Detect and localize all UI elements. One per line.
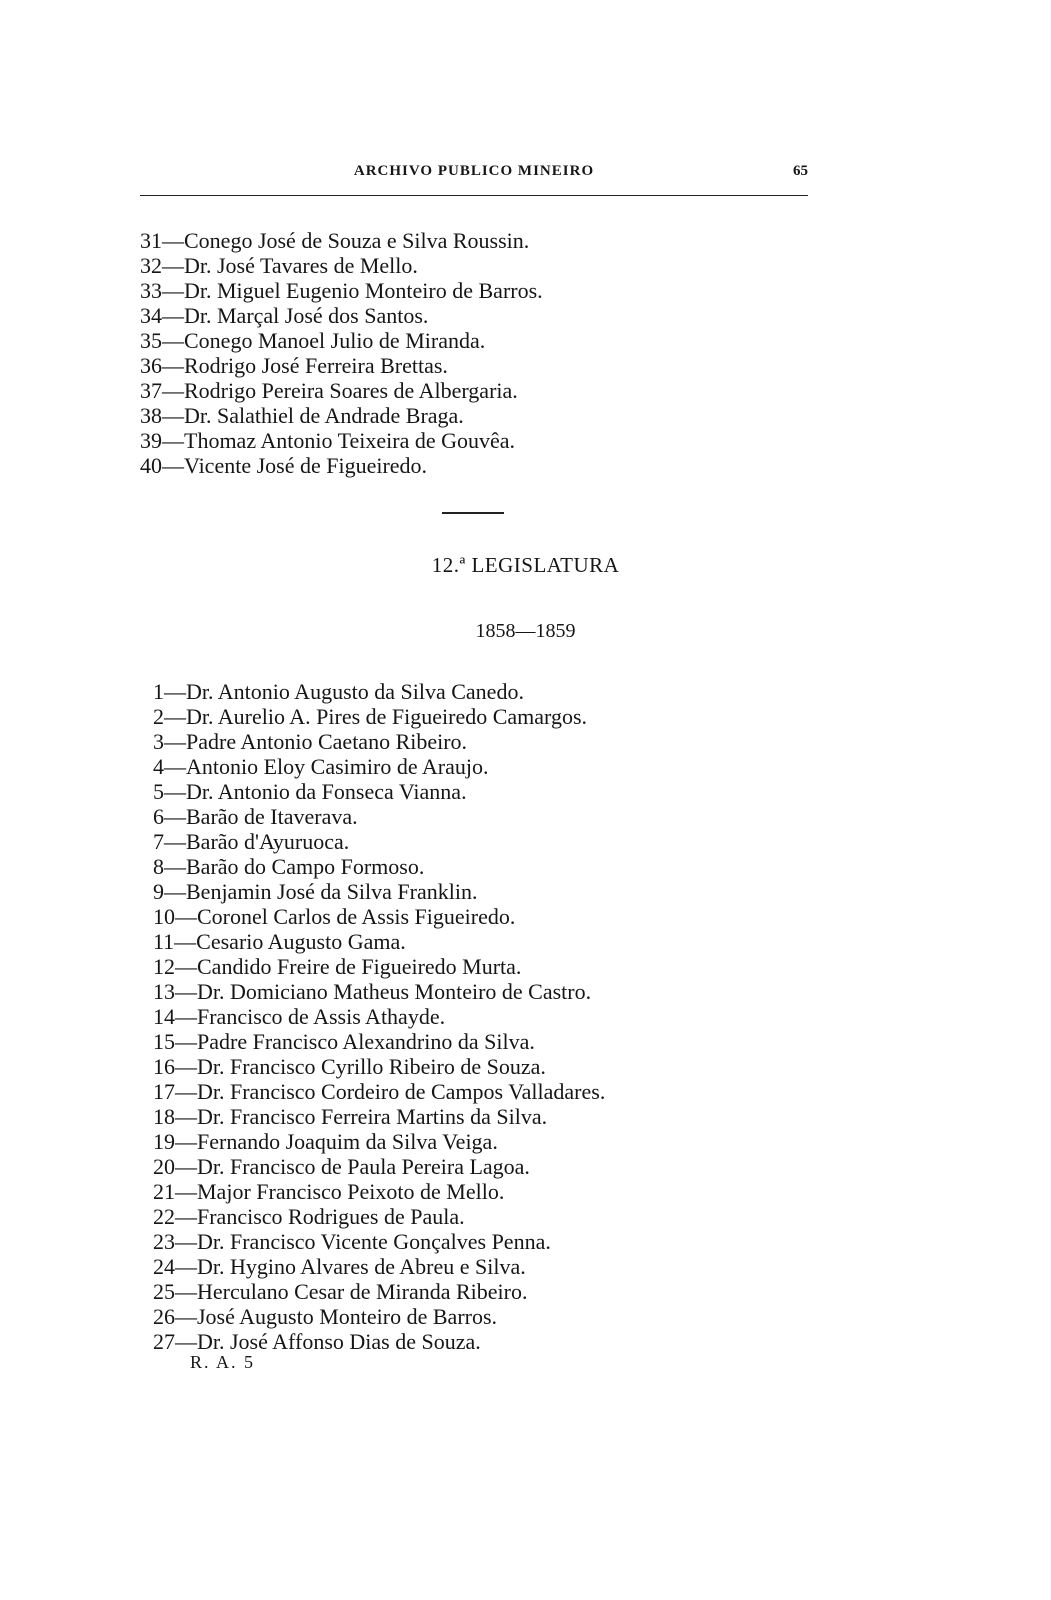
- list-item: 11—Cesario Augusto Gama.: [153, 929, 406, 954]
- list-item: 27—Dr. José Affonso Dias de Souza.: [153, 1329, 481, 1354]
- running-head: [140, 163, 808, 189]
- list-item: 35—Conego Manoel Julio de Miranda.: [140, 328, 486, 353]
- list-item: 9—Benjamin José da Silva Franklin.: [153, 879, 478, 904]
- section-title: 12.ª LEGISLATURA: [431, 553, 620, 577]
- list-item: 38—Dr. Salathiel de Andrade Braga.: [140, 403, 464, 428]
- list-item: 32—Dr. José Tavares de Mello.: [140, 253, 418, 278]
- section-years: 1858—1859: [475, 620, 576, 642]
- header-rule: [140, 195, 808, 196]
- running-title: ARCHIVO PUBLICO MINEIRO: [353, 163, 595, 179]
- list-item: 37—Rodrigo Pereira Soares de Albergaria.: [140, 378, 518, 403]
- list-item: 5—Dr. Antonio da Fonseca Vianna.: [153, 779, 467, 804]
- list-item: 2—Dr. Aurelio A. Pires de Figueiredo Camargos.: [153, 704, 588, 729]
- list-item: 39—Thomaz Antonio Teixeira de Gouvêa.: [140, 428, 516, 453]
- list-item: 12—Candido Freire de Figueiredo Murta.: [153, 954, 522, 979]
- list-item: 17—Dr. Francisco Cordeiro de Campos Valladares.: [153, 1079, 606, 1104]
- list-item: 33—Dr. Miguel Eugenio Monteiro de Barros.: [140, 278, 543, 303]
- list-item: 16—Dr. Francisco Cyrillo Ribeiro de Souza.: [153, 1054, 546, 1079]
- page-number: 65: [793, 163, 808, 179]
- list-item: 7—Barão d'Ayuruoca.: [153, 829, 350, 854]
- list-item: 15—Padre Francisco Alexandrino da Silva.: [153, 1029, 535, 1054]
- list-item: 31—Conego José de Souza e Silva Roussin.: [140, 228, 530, 253]
- list-item: 22—Francisco Rodrigues de Paula.: [153, 1204, 465, 1229]
- list-item: 23—Dr. Francisco Vicente Gonçalves Penna.: [153, 1229, 551, 1254]
- section-divider: [442, 512, 504, 514]
- list-item: 1—Dr. Antonio Augusto da Silva Canedo.: [153, 679, 524, 704]
- list-item: 10—Coronel Carlos de Assis Figueiredo.: [153, 904, 516, 929]
- list-item: 4—Antonio Eloy Casimiro de Araujo.: [153, 754, 489, 779]
- list-item: 25—Herculano Cesar de Miranda Ribeiro.: [153, 1279, 528, 1304]
- first-member-list: [140, 228, 543, 478]
- list-item: 36—Rodrigo José Ferreira Brettas.: [140, 353, 448, 378]
- list-item: 21—Major Francisco Peixoto de Mello.: [153, 1179, 505, 1204]
- list-item: 40—Vicente José de Figueiredo.: [140, 453, 428, 478]
- list-item: 3—Padre Antonio Caetano Ribeiro.: [153, 729, 468, 754]
- second-member-list: [153, 679, 605, 1354]
- list-item: 18—Dr. Francisco Ferreira Martins da Silva.: [153, 1104, 548, 1129]
- list-item: 6—Barão de Itaverava.: [153, 804, 358, 829]
- list-item: 8—Barão do Campo Formoso.: [153, 854, 425, 879]
- list-item: 13—Dr. Domiciano Matheus Monteiro de Castro.: [153, 979, 592, 1004]
- signature-mark: R. A. 5: [190, 1352, 256, 1372]
- list-item: 24—Dr. Hygino Alvares de Abreu e Silva.: [153, 1254, 526, 1279]
- list-item: 26—José Augusto Monteiro de Barros.: [153, 1304, 498, 1329]
- list-item: 34—Dr. Marçal José dos Santos.: [140, 303, 429, 328]
- list-item: 20—Dr. Francisco de Paula Pereira Lagoa.: [153, 1154, 530, 1179]
- list-item: 19—Fernando Joaquim da Silva Veiga.: [153, 1129, 498, 1154]
- list-item: 14—Francisco de Assis Athayde.: [153, 1004, 446, 1029]
